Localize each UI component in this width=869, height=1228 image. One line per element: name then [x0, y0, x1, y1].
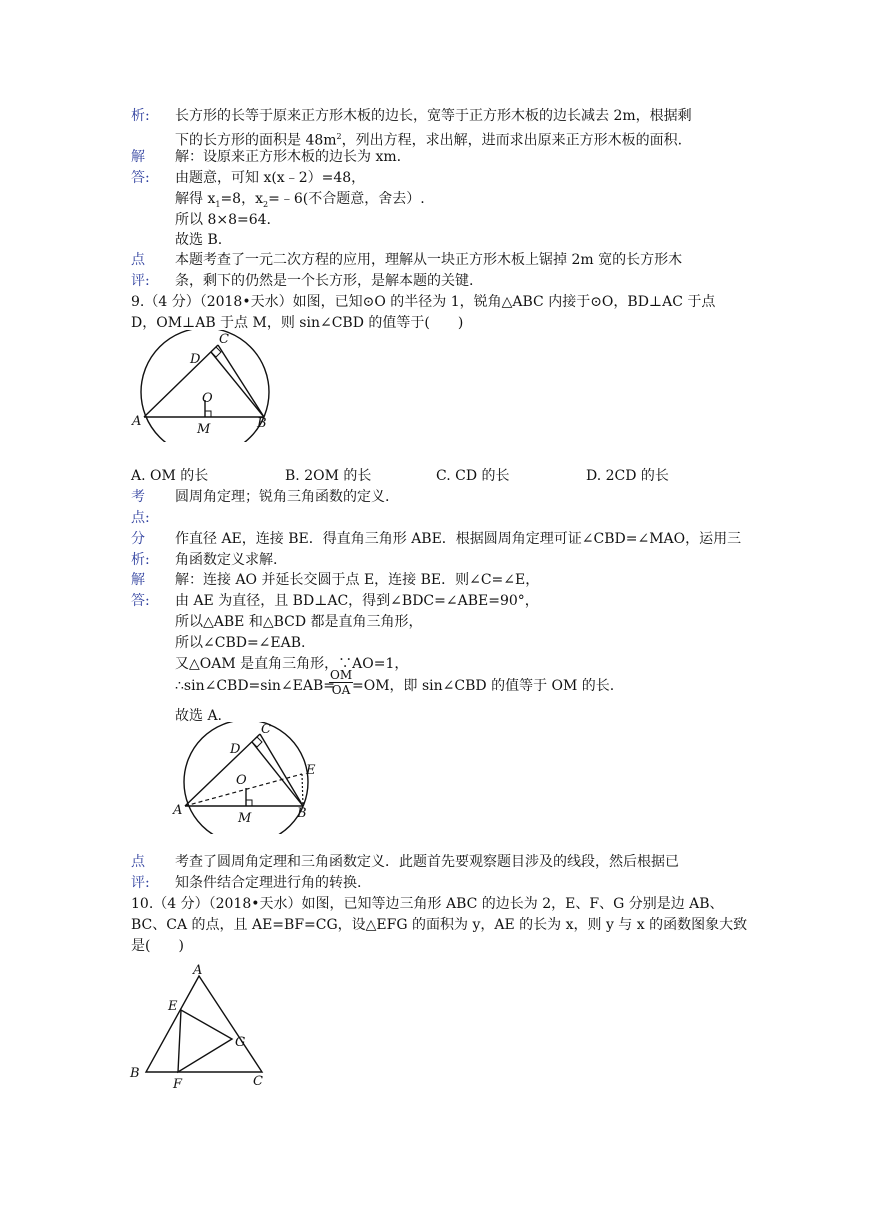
q9-circle-figure: [128, 330, 278, 442]
q9-fenxi-line-1: 作直径 AE，连接 BE．得直角三角形 ABE．根据圆周角定理可证∠CBD=∠MAO，运用三: [175, 531, 742, 547]
q9-answer-line-6a: ∴sin∠CBD=sin∠EAB=: [175, 678, 336, 694]
option-d: D. 2CD 的长: [586, 468, 669, 484]
q10-stem-line-3: 是( ): [131, 938, 184, 954]
q9-answer-line-2: 由 AE 为直径，且 BD⊥AC，得到∠BDC=∠ABE=90°，: [175, 593, 539, 609]
q9-stem-line-1: 9.（4 分）（2018•天水）如图，已知⊙O 的半径为 1，锐角△ABC 内接于⊙O，BD⊥AC 于点: [131, 294, 716, 310]
q8-analysis-line-2: 下的长方形的面积是 $48m^2$，列出方程，求出解，进而求出原来正方形木板的面积.: [175, 132, 683, 149]
comment-label: 评:: [131, 875, 150, 891]
q8-comment-line-2: 条，剩下的仍然是一个长方形，是解本题的关键.: [175, 273, 474, 289]
right-angle-mark-m: [246, 800, 252, 806]
q9-answer-line-5: 又△OAM 是直角三角形，∵AO=1，: [175, 656, 409, 672]
fenxi-label: 分: [131, 531, 145, 547]
comment-label: 评:: [131, 273, 150, 289]
right-angle-mark-m: [205, 411, 211, 417]
q8-answer-line-2: 由题意，可知 x(x﹣2）=48，: [175, 170, 366, 186]
q8-comment-line-1: 本题考查了一元二次方程的应用，理解从一块正方形木板上锯掉 2m 宽的长方形木: [175, 252, 683, 268]
option-a: A. OM 的长: [131, 468, 209, 484]
label-b: B: [257, 416, 267, 431]
q8-answer-line-1: 解：设原来正方形木板的边长为 xm.: [175, 149, 402, 165]
q8-analysis-line-1: 长方形的长等于原来正方形木板的边长，宽等于正方形木板的边长减去 2m，根据剩: [175, 108, 692, 124]
label-c: C: [219, 332, 229, 347]
label-c: C: [261, 722, 271, 737]
segment-bd: [252, 742, 303, 806]
q8-answer-line-4: 所以 8×8=64.: [175, 212, 271, 228]
segment-ac: [144, 345, 218, 417]
segment-be-dashed: [302, 774, 303, 806]
label-m: M: [197, 422, 211, 437]
q10-stem-line-1: 10.（4 分）（2018•天水）如图，已知等边三角形 ABC 的边长为 2，E、F、G 分别是边 AB、: [131, 896, 724, 912]
label-b: B: [297, 806, 307, 821]
q9-answer-line-7: 故选 A.: [175, 708, 223, 724]
label-e: E: [168, 999, 178, 1014]
q9-answer-line-6b: =OM，即 sin∠CBD 的值等于 OM 的长.: [352, 678, 615, 694]
label-a: A: [132, 414, 142, 429]
option-c: C. CD 的长: [436, 468, 510, 484]
q9-comment-line-2: 知条件结合定理进行角的转换.: [175, 875, 362, 891]
label-o: O: [236, 773, 247, 788]
triangle-efg: [178, 1010, 232, 1072]
label-e: E: [306, 763, 316, 778]
q9-answer-line-1: 解：连接 AO 并延长交圆于点 E，连接 BE．则∠C=∠E，: [175, 572, 540, 588]
q9-fenxi-line-2: 角函数定义求解.: [175, 552, 278, 568]
label-f: F: [173, 1077, 183, 1092]
answer-label: 解: [131, 572, 145, 588]
label-m: M: [238, 811, 252, 826]
q8-answer-line-5: 故选 B.: [175, 232, 223, 248]
q9-solution-figure: [170, 722, 326, 834]
comment-label: 点: [131, 854, 145, 870]
fenxi-label: 析:: [131, 552, 150, 568]
kaodian-label: 点:: [131, 510, 150, 526]
q8-answer-line-3: 解得 $x_1=8$，$x_2=﹣6$(不合题意，舍去）.: [175, 191, 425, 209]
label-b: B: [130, 1066, 140, 1081]
label-a: A: [193, 963, 203, 978]
q9-kaodian: 圆周角定理；锐角三角函数的定义.: [175, 489, 390, 505]
label-o: O: [202, 391, 213, 406]
segment-bd: [211, 352, 264, 417]
q9-answer-line-3: 所以△ABE 和△BCD 都是直角三角形，: [175, 614, 423, 630]
q10-stem-line-2: BC、CA 的点，且 AE=BF=CG，设△EFG 的面积为 y，AE 的长为 x，则 y 与 x 的函数图象大致: [131, 917, 748, 933]
kaodian-label: 考: [131, 489, 145, 505]
label-c: C: [253, 1074, 263, 1089]
comment-label: 点: [131, 252, 145, 268]
label-g: G: [235, 1035, 246, 1050]
q10-triangle-figure: [126, 962, 272, 1092]
q9-stem-line-2: D，OM⊥AB 于点 M，则 sin∠CBD 的值等于( ): [131, 315, 464, 331]
right-angle-mark-d: [252, 737, 262, 747]
triangle-abc: [146, 976, 262, 1072]
segment-cb: [260, 734, 303, 806]
option-b: B. 2OM 的长: [285, 468, 372, 484]
label-d: D: [230, 742, 241, 757]
answer-label: 答:: [131, 593, 150, 609]
analysis-label: 析:: [131, 108, 150, 124]
q9-comment-line-1: 考查了圆周角定理和三角函数定义．此题首先要观察题目涉及的线段，然后根据已: [175, 854, 679, 870]
label-d: D: [190, 352, 201, 367]
answer-label: 解: [131, 149, 145, 165]
label-a: A: [173, 803, 183, 818]
fraction-om-oa: $\frac{OM}{OA}$: [330, 668, 353, 697]
q9-answer-line-4: 所以∠CBD=∠EAB.: [175, 635, 306, 651]
answer-label: 答:: [131, 170, 150, 186]
